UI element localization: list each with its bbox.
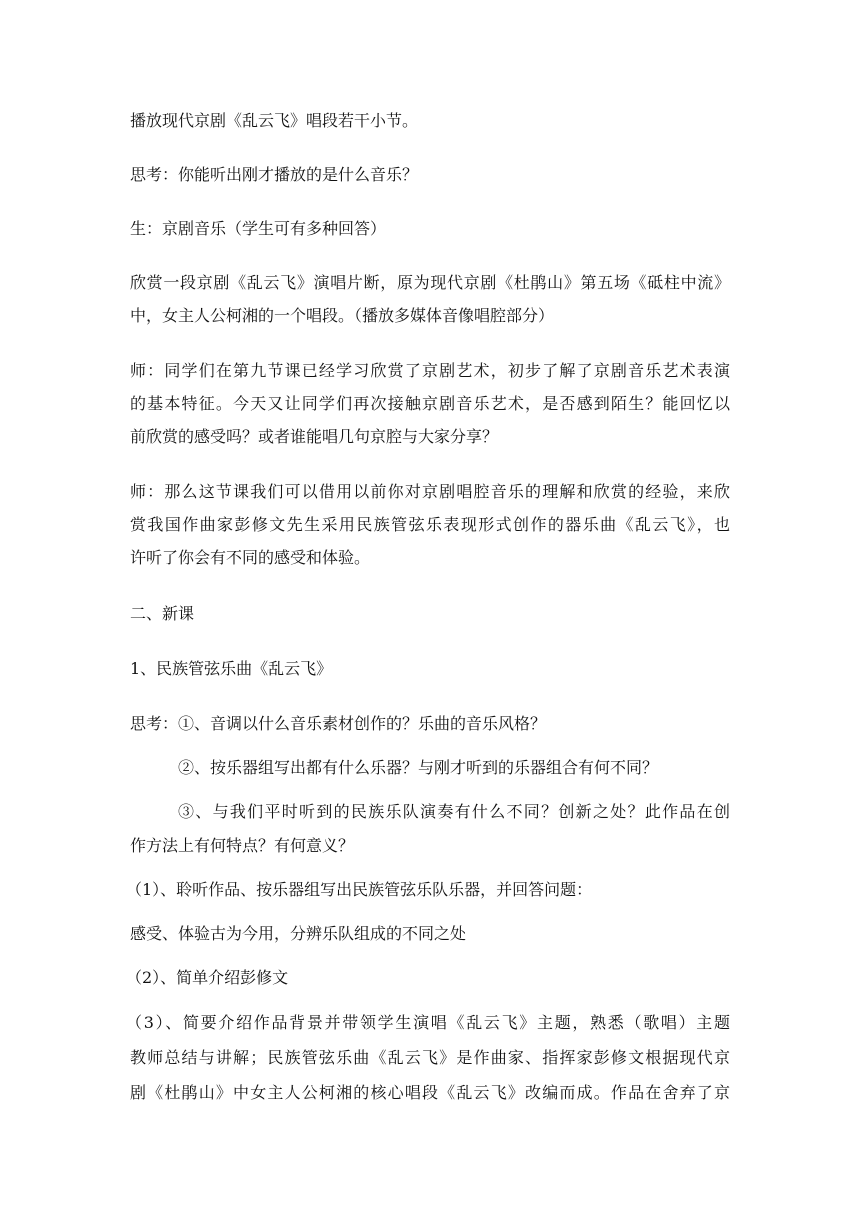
paragraph-line: 作方法上有何特点？有何意义？ [130, 836, 355, 855]
paragraph-line: 师：那么这节课我们可以借用以前你对京剧唱腔音乐的理解和欣赏的经验，来欣 [130, 482, 730, 501]
paragraph-line: （2）、简单介绍彭修文 [126, 968, 289, 987]
paragraph-line: 中，女主人公柯湘的一个唱段。（播放多媒体音像唱腔部分） [130, 306, 555, 325]
paragraph-line: 赏我国作曲家彭修文先生采用民族管弦乐表现形式创作的器乐曲《乱云飞》，也 [130, 515, 730, 534]
paragraph-line: 的基本特征。今天又让同学们再次接触京剧音乐艺术，是否感到陌生？能回忆以 [130, 394, 730, 413]
paragraph-line: 播放现代京剧《乱云飞》唱段若干小节。 [130, 111, 419, 130]
paragraph-line: 思考：①、音调以什么音乐素材创作的？乐曲的音乐风格？ [130, 714, 547, 733]
paragraph-line: （1）、聆听作品、按乐器组写出民族管弦乐队乐器，并回答问题： [126, 880, 593, 899]
subsection-heading: 1、民族管弦乐曲《乱云飞》 [130, 659, 333, 678]
paragraph-line: 欣赏一段京剧《乱云飞》演唱片断，原为现代京剧《杜鹃山》第五场《砥柱中流》 [130, 273, 730, 292]
paragraph-line: 许听了你会有不同的感受和体验。 [130, 548, 371, 567]
paragraph-line: 剧《杜鹃山》中女主人公柯湘的核心唱段《乱云飞》改编而成。作品在舍弃了京 [130, 1083, 730, 1102]
paragraph-line: 感受、体验古为今用，分辨乐队组成的不同之处 [130, 924, 467, 943]
paragraph-line: 教师总结与讲解；民族管弦乐曲《乱云飞》是作曲家、指挥家彭修文根据现代京 [130, 1048, 730, 1067]
paragraph-line: ②、按乐器组写出都有什么乐器？与刚才听到的乐器组合有何不同？ [178, 758, 659, 777]
paragraph-line: （3）、简要介绍作品背景并带领学生演唱《乱云飞》主题，熟悉（歌唱）主题 [126, 1013, 730, 1032]
paragraph-line: ③、与我们平时听到的民族乐队演奏有什么不同？创新之处？此作品在创 [178, 802, 730, 821]
section-heading: 二、新课 [130, 604, 195, 623]
paragraph-line: 前欣赏的感受吗？或者谁能唱几句京腔与大家分享？ [130, 427, 499, 446]
paragraph-line: 师：同学们在第九节课已经学习欣赏了京剧艺术，初步了解了京剧音乐艺术表演 [130, 361, 730, 380]
paragraph-line: 生：京剧音乐（学生可有多种回答） [130, 219, 387, 238]
paragraph-line: 思考：你能听出刚才播放的是什么音乐？ [130, 165, 419, 184]
